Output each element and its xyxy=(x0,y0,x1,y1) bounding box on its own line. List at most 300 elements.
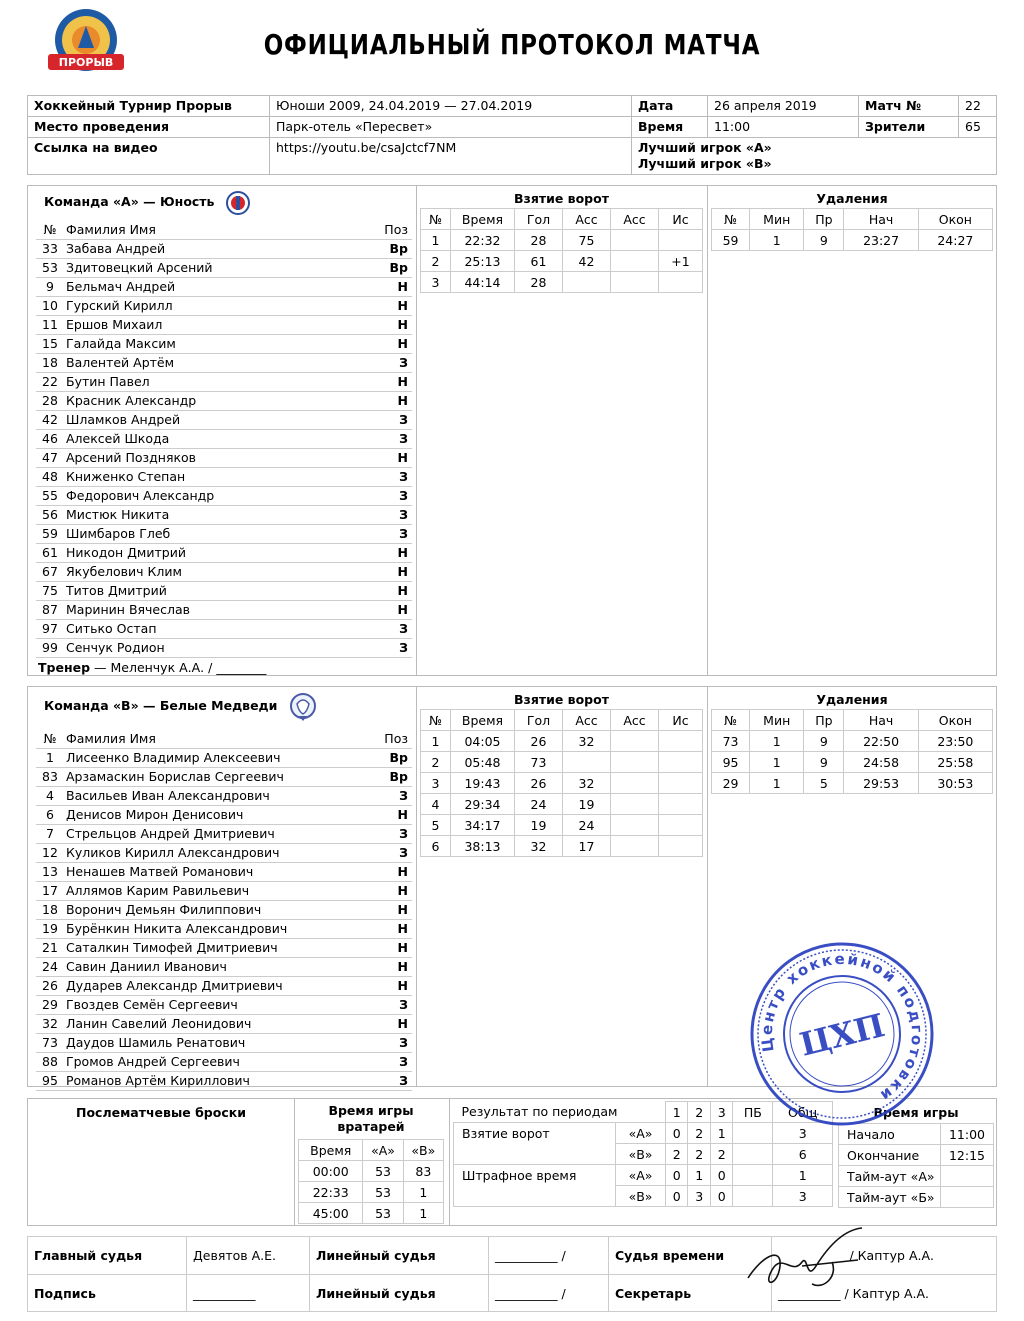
roster-row xyxy=(36,353,412,372)
roster-row xyxy=(36,334,412,353)
grid-cell: 2 xyxy=(421,251,451,272)
player-position: З xyxy=(382,353,412,372)
team-a-section xyxy=(27,185,997,676)
grid-cell: 00:00 xyxy=(299,1161,363,1182)
player-position: З xyxy=(382,1033,412,1052)
goals-label: Взятие ворот xyxy=(454,1123,616,1165)
player-name: Маринин Вячеслав xyxy=(64,600,382,619)
grid-cell: 28 xyxy=(515,230,563,251)
grid-header-cell: «А» xyxy=(363,1140,403,1161)
col-pos: Поз xyxy=(382,220,412,239)
res-head-2: 2 xyxy=(688,1102,710,1123)
grid-cell: 24 xyxy=(515,794,563,815)
best-players xyxy=(632,138,997,175)
secretary-label: Секретарь xyxy=(609,1275,772,1312)
grid-cell: 17 xyxy=(563,836,611,857)
roster-row xyxy=(36,543,412,562)
team-a-penalties-title: Удаления xyxy=(816,191,888,206)
player-name: Красник Александр xyxy=(64,391,382,410)
game-time-label: Начало xyxy=(839,1124,941,1145)
player-number: 10 xyxy=(36,296,64,315)
goals-b-pb xyxy=(733,1144,773,1165)
grid-cell: 75 xyxy=(563,230,611,251)
player-number: 99 xyxy=(36,638,64,657)
player-name: Здитовецкий Арсений xyxy=(64,258,382,277)
pim-label: Штрафное время xyxy=(454,1165,616,1207)
grid-cell: 53 xyxy=(363,1203,403,1224)
date-value: 26 апреля 2019 xyxy=(708,96,859,117)
shootout-title: Послематчевые броски xyxy=(75,1105,246,1120)
venue-value: Парк-отель «Пересвет» xyxy=(270,117,632,138)
player-number: 18 xyxy=(36,900,64,919)
goals-b-total: 6 xyxy=(773,1144,833,1165)
grid-header-cell: Мин xyxy=(750,710,804,731)
grid-header-cell: Нач xyxy=(844,710,918,731)
roster-row xyxy=(36,919,412,938)
grid-cell: 29:53 xyxy=(844,773,918,794)
grid-cell: 59 xyxy=(712,230,750,251)
grid-cell xyxy=(659,230,703,251)
grid-row xyxy=(712,773,993,794)
time-label: Время xyxy=(632,117,708,138)
grid-row xyxy=(421,731,703,752)
player-number: 59 xyxy=(36,524,64,543)
grid-cell: 1 xyxy=(403,1182,443,1203)
grid-cell: 23:27 xyxy=(844,230,918,251)
line-ref-label: Линейный судья xyxy=(310,1237,489,1275)
player-name: Романов Артём Кириллович xyxy=(64,1071,382,1090)
player-name: Мистюк Никита xyxy=(64,505,382,524)
secretary-value: __________ / Каптур А.А. xyxy=(772,1275,997,1312)
grid-cell: 30:53 xyxy=(918,773,992,794)
player-name: Дударев Александр Дмитриевич xyxy=(64,976,382,995)
grid-row xyxy=(299,1161,444,1182)
player-name: Книженко Степан xyxy=(64,467,382,486)
grid-cell: 3 xyxy=(421,773,451,794)
player-position: З xyxy=(382,995,412,1014)
grid-cell: 3 xyxy=(421,272,451,293)
game-time-row xyxy=(839,1145,994,1166)
grid-cell xyxy=(659,794,703,815)
roster-row xyxy=(36,957,412,976)
pim-b-p1: 0 xyxy=(666,1186,688,1207)
player-name: Титов Дмитрий xyxy=(64,581,382,600)
grid-header-cell: «В» xyxy=(403,1140,443,1161)
grid-header-cell: Пр xyxy=(804,209,844,230)
grid-header-cell: Нач xyxy=(844,209,918,230)
grid-header-cell: № xyxy=(712,710,750,731)
grid-row xyxy=(712,752,993,773)
player-position: З xyxy=(382,486,412,505)
grid-cell: 24 xyxy=(563,815,611,836)
res-head-1: 1 xyxy=(666,1102,688,1123)
grid-cell xyxy=(659,773,703,794)
team-a-label: «А» xyxy=(616,1165,666,1186)
main-ref-label: Главный судья xyxy=(28,1237,187,1275)
player-position: З xyxy=(382,410,412,429)
player-position: Н xyxy=(382,957,412,976)
game-time-row xyxy=(839,1124,994,1145)
grid-header-cell: № xyxy=(421,209,451,230)
pim-b-p2: 3 xyxy=(688,1186,710,1207)
roster-row xyxy=(36,296,412,315)
spectators-label: Зрители xyxy=(859,117,959,138)
grid-cell: 32 xyxy=(563,773,611,794)
roster-row xyxy=(36,581,412,600)
grid-cell: 83 xyxy=(403,1161,443,1182)
roster-row xyxy=(36,277,412,296)
goals-b-p3: 2 xyxy=(710,1144,732,1165)
grid-cell: 29 xyxy=(712,773,750,794)
grid-cell xyxy=(659,752,703,773)
player-position: Н xyxy=(382,296,412,315)
player-number: 56 xyxy=(36,505,64,524)
roster-row xyxy=(36,995,412,1014)
grid-cell xyxy=(611,836,659,857)
player-number: 47 xyxy=(36,448,64,467)
player-name: Сенчук Родион xyxy=(64,638,382,657)
roster-row xyxy=(36,372,412,391)
grid-cell: 45:00 xyxy=(299,1203,363,1224)
roster-row xyxy=(36,467,412,486)
tournament-label: Хоккейный Турнир Прорыв xyxy=(28,96,270,117)
roster-row xyxy=(36,938,412,957)
player-number: 83 xyxy=(36,767,64,786)
player-position: Вр xyxy=(382,748,412,767)
grid-cell xyxy=(611,272,659,293)
game-time-row xyxy=(839,1166,994,1187)
player-number: 73 xyxy=(36,1033,64,1052)
res-head-pb: ПБ xyxy=(733,1102,773,1123)
game-time-label: Тайм-аут «А» xyxy=(839,1166,941,1187)
player-position: Вр xyxy=(382,767,412,786)
spectators-value: 65 xyxy=(959,117,997,138)
grid-header-cell: Асс xyxy=(611,710,659,731)
sign-label: Подпись xyxy=(28,1275,187,1312)
player-number: 1 xyxy=(36,748,64,767)
player-name: Никодон Дмитрий xyxy=(64,543,382,562)
grid-cell: 25:13 xyxy=(451,251,515,272)
grid-row xyxy=(712,731,993,752)
player-position: З xyxy=(382,429,412,448)
player-name: Федорович Александр xyxy=(64,486,382,505)
grid-header-cell: № xyxy=(712,209,750,230)
goals-a-total: 3 xyxy=(773,1123,833,1144)
time-value: 11:00 xyxy=(708,117,859,138)
player-name: Ланин Савелий Леонидович xyxy=(64,1014,382,1033)
player-name: Саталкин Тимофей Дмитриевич xyxy=(64,938,382,957)
player-number: 9 xyxy=(36,277,64,296)
grid-cell: 73 xyxy=(712,731,750,752)
grid-cell: 1 xyxy=(750,230,804,251)
player-number: 75 xyxy=(36,581,64,600)
grid-header-cell: Гол xyxy=(515,710,563,731)
player-position: Н xyxy=(382,881,412,900)
pim-a-p1: 0 xyxy=(666,1165,688,1186)
game-time-value xyxy=(941,1166,994,1187)
player-position: З xyxy=(382,467,412,486)
grid-header-cell: Время xyxy=(451,209,515,230)
sign-value: __________ xyxy=(187,1275,310,1312)
roster-row xyxy=(36,258,412,277)
grid-row xyxy=(421,815,703,836)
player-name: Забава Андрей xyxy=(64,239,382,258)
grid-header-cell: Асс xyxy=(611,209,659,230)
line-ref2-value: __________ / xyxy=(489,1275,609,1312)
grid-cell: 25:58 xyxy=(918,752,992,773)
grid-header-cell: Время xyxy=(299,1140,363,1161)
grid-cell: 1 xyxy=(750,773,804,794)
match-number-value: 22 xyxy=(959,96,997,117)
player-position: Н xyxy=(382,900,412,919)
player-number: 95 xyxy=(36,1071,64,1090)
grid-cell: 9 xyxy=(804,731,844,752)
grid-row xyxy=(421,773,703,794)
player-position: З xyxy=(382,786,412,805)
video-label: Ссылка на видео xyxy=(28,138,270,175)
player-name: Ненашев Матвей Романович xyxy=(64,862,382,881)
grid-cell: 22:50 xyxy=(844,731,918,752)
grid-cell: 29:34 xyxy=(451,794,515,815)
player-name: Якубелович Клим xyxy=(64,562,382,581)
player-number: 29 xyxy=(36,995,64,1014)
grid-cell: 1 xyxy=(750,752,804,773)
player-number: 46 xyxy=(36,429,64,448)
grid-cell: 9 xyxy=(804,752,844,773)
grid-header-cell: Гол xyxy=(515,209,563,230)
grid-cell xyxy=(659,272,703,293)
player-name: Денисов Мирон Денисович xyxy=(64,805,382,824)
grid-header-cell: № xyxy=(421,710,451,731)
grid-cell: +1 xyxy=(659,251,703,272)
grid-row xyxy=(421,230,703,251)
grid-cell: 19 xyxy=(563,794,611,815)
team-a-label: «А» xyxy=(616,1123,666,1144)
player-number: 22 xyxy=(36,372,64,391)
grid-row xyxy=(299,1203,444,1224)
team-b-goals-table xyxy=(420,709,703,857)
player-position: Н xyxy=(382,1014,412,1033)
player-name: Даудов Шамиль Ренатович xyxy=(64,1033,382,1052)
player-position: Н xyxy=(382,543,412,562)
roster-row xyxy=(36,881,412,900)
grid-header-cell: Ис xyxy=(659,209,703,230)
grid-cell: 32 xyxy=(563,731,611,752)
player-name: Васильев Иван Александрович xyxy=(64,786,382,805)
player-number: 24 xyxy=(36,957,64,976)
player-position: Н xyxy=(382,862,412,881)
roster-row xyxy=(36,391,412,410)
grid-cell: 5 xyxy=(421,815,451,836)
grid-cell: 38:13 xyxy=(451,836,515,857)
player-position: З xyxy=(382,824,412,843)
roster-row xyxy=(36,786,412,805)
goals-a-pb xyxy=(733,1123,773,1144)
grid-cell: 1 xyxy=(403,1203,443,1224)
player-name: Ершов Михаил xyxy=(64,315,382,334)
grid-row xyxy=(421,272,703,293)
col-name: Фамилия Имя xyxy=(64,220,382,239)
roster-row xyxy=(36,1071,412,1090)
player-name: Громов Андрей Сергеевич xyxy=(64,1052,382,1071)
player-name: Бутин Павел xyxy=(64,372,382,391)
player-position: З xyxy=(382,1052,412,1071)
match-info-table xyxy=(27,95,997,175)
player-name: Бельмач Андрей xyxy=(64,277,382,296)
player-number: 17 xyxy=(36,881,64,900)
coach-value: — Меленчук А.А. / ________ xyxy=(94,659,267,675)
player-number: 26 xyxy=(36,976,64,995)
res-head-3: 3 xyxy=(710,1102,732,1123)
grid-header-cell: Асс xyxy=(563,209,611,230)
signature xyxy=(742,1226,882,1296)
roster-row xyxy=(36,900,412,919)
goals-b-p1: 2 xyxy=(666,1144,688,1165)
game-time-value: 11:00 xyxy=(941,1124,994,1145)
grid-cell: 73 xyxy=(515,752,563,773)
grid-cell: 6 xyxy=(421,836,451,857)
roster-row xyxy=(36,1033,412,1052)
grid-header-cell: Пр xyxy=(804,710,844,731)
results-title: Результат по периодам xyxy=(454,1102,666,1123)
player-position: Н xyxy=(382,938,412,957)
team-b-title: Команда «В» — Белые Медведи xyxy=(44,698,278,713)
roster-row xyxy=(36,524,412,543)
roster-row xyxy=(36,638,412,657)
team-b-goals-title: Взятие ворот xyxy=(514,692,609,707)
player-position: Н xyxy=(382,976,412,995)
grid-header xyxy=(299,1140,444,1161)
player-position: З xyxy=(382,505,412,524)
goals-a-p3: 1 xyxy=(710,1123,732,1144)
team-a-title: Команда «А» — Юность xyxy=(44,194,215,209)
roster-row xyxy=(36,505,412,524)
grid-cell: 2 xyxy=(421,752,451,773)
player-name: Ситько Остап xyxy=(64,619,382,638)
player-number: 42 xyxy=(36,410,64,429)
video-link[interactable]: https://youtu.be/csaJctcf7NM xyxy=(270,138,632,175)
grid-cell xyxy=(611,230,659,251)
team-b-label: «В» xyxy=(616,1186,666,1207)
grid-header-cell: Ис xyxy=(659,710,703,731)
date-label: Дата xyxy=(632,96,708,117)
player-number: 18 xyxy=(36,353,64,372)
grid-header-cell: Окон xyxy=(918,710,992,731)
player-name: Шимбаров Глеб xyxy=(64,524,382,543)
goals-b-p2: 2 xyxy=(688,1144,710,1165)
grid-row xyxy=(712,230,993,251)
roster-row xyxy=(36,976,412,995)
player-number: 12 xyxy=(36,843,64,862)
team-b-roster xyxy=(36,729,412,1091)
player-number: 53 xyxy=(36,258,64,277)
goals-a-p2: 2 xyxy=(688,1123,710,1144)
grid-cell: 1 xyxy=(750,731,804,752)
grid-cell: 19:43 xyxy=(451,773,515,794)
player-number: 6 xyxy=(36,805,64,824)
team-a-goals-table xyxy=(420,208,703,293)
pim-a-p3: 0 xyxy=(710,1165,732,1186)
col-pos: Поз xyxy=(382,729,412,748)
best-player-a-label: Лучший игрок «А» xyxy=(638,140,772,155)
time-judge-value: / Каптур А.А. xyxy=(772,1237,997,1275)
pim-a-total: 1 xyxy=(773,1165,833,1186)
player-name: Валентей Артём xyxy=(64,353,382,372)
game-time-label: Окончание xyxy=(839,1145,941,1166)
player-number: 67 xyxy=(36,562,64,581)
player-position: Н xyxy=(382,919,412,938)
grid-cell: 23:50 xyxy=(918,731,992,752)
grid-cell xyxy=(659,836,703,857)
player-number: 97 xyxy=(36,619,64,638)
roster-row xyxy=(36,1014,412,1033)
player-number: 21 xyxy=(36,938,64,957)
grid-cell: 1 xyxy=(421,731,451,752)
roster-row xyxy=(36,619,412,638)
svg-text:Центр хоккейной подготовки: Центр хоккейной подготовки xyxy=(757,949,927,1106)
roster-row xyxy=(36,429,412,448)
grid-row xyxy=(299,1182,444,1203)
roster-row xyxy=(36,448,412,467)
player-number: 33 xyxy=(36,239,64,258)
grid-header xyxy=(712,209,993,230)
player-name: Савин Даниил Иванович xyxy=(64,957,382,976)
player-position: Н xyxy=(382,600,412,619)
grid-cell: 28 xyxy=(515,272,563,293)
grid-cell xyxy=(611,731,659,752)
grid-cell xyxy=(611,815,659,836)
col-num: № xyxy=(36,729,64,748)
col-name: Фамилия Имя xyxy=(64,729,382,748)
player-name: Аллямов Карим Равильевич xyxy=(64,881,382,900)
team-a-penalties-table xyxy=(711,208,993,251)
player-name: Стрельцов Андрей Дмитриевич xyxy=(64,824,382,843)
player-number: 48 xyxy=(36,467,64,486)
player-number: 13 xyxy=(36,862,64,881)
player-name: Лисеенко Владимир Алексеевич xyxy=(64,748,382,767)
player-number: 28 xyxy=(36,391,64,410)
game-time-table xyxy=(838,1123,994,1208)
player-position: Н xyxy=(382,315,412,334)
roster-row xyxy=(36,805,412,824)
player-name: Арзамаскин Борислав Сергеевич xyxy=(64,767,382,786)
player-position: З xyxy=(382,1071,412,1090)
grid-header xyxy=(421,710,703,731)
player-position: Н xyxy=(382,448,412,467)
player-position: Н xyxy=(382,334,412,353)
page-title: ОФИЦИАЛЬНЫЙ ПРОТОКОЛ МАТЧА xyxy=(263,28,761,61)
grid-cell xyxy=(611,773,659,794)
grid-cell xyxy=(659,815,703,836)
roster-row xyxy=(36,824,412,843)
player-position: Н xyxy=(382,372,412,391)
grid-cell: 32 xyxy=(515,836,563,857)
grid-cell: 24:27 xyxy=(918,230,992,251)
grid-header-cell: Окон xyxy=(918,209,992,230)
grid-row xyxy=(421,752,703,773)
player-position: Н xyxy=(382,391,412,410)
player-position: Вр xyxy=(382,239,412,258)
player-number: 4 xyxy=(36,786,64,805)
player-position: Н xyxy=(382,277,412,296)
grid-cell: 34:17 xyxy=(451,815,515,836)
grid-header-cell: Время xyxy=(451,710,515,731)
player-name: Шламков Андрей xyxy=(64,410,382,429)
game-time-value xyxy=(941,1187,994,1208)
grid-cell: 22:33 xyxy=(299,1182,363,1203)
roster-row xyxy=(36,843,412,862)
player-position: З xyxy=(382,638,412,657)
